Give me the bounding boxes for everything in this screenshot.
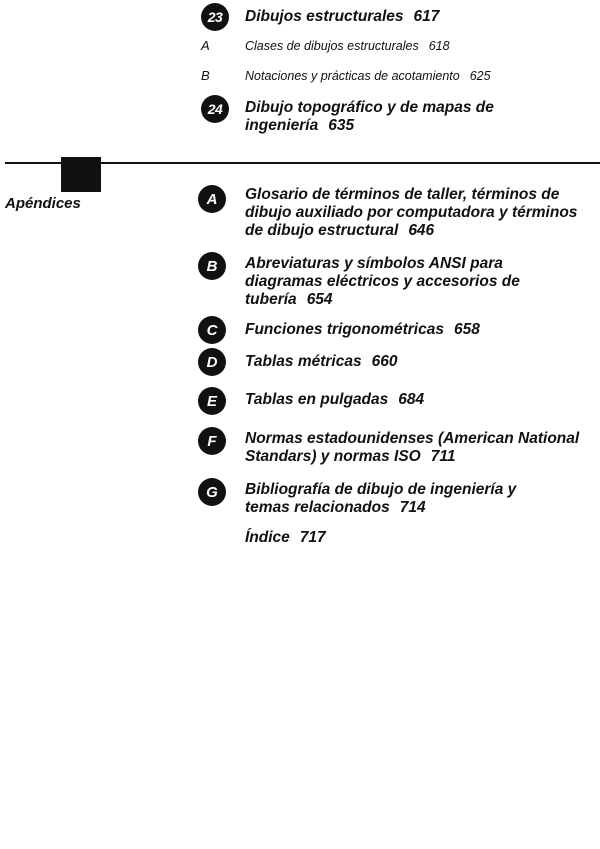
toc-entry-title: Tablas métricas [245, 353, 362, 370]
toc-page-number: 646 [408, 222, 435, 239]
section-marker-block [61, 157, 101, 192]
toc-entry-title: Dibujos estructurales [245, 8, 404, 25]
appendix-letter-badge: E [198, 387, 226, 415]
toc-entry-title: Normas estadounidenses (American National Standars) y normas ISO [245, 430, 580, 465]
toc-entry-title: Dibujo topográfico y de mapas de ingeniería [245, 99, 494, 134]
appendix-letter-badge: C [198, 316, 226, 344]
appendix-letter-badge: G [198, 478, 226, 506]
toc-entry-title: Bibliografía de dibujo de ingeniería y temas relacionados [245, 481, 517, 516]
appendix-letter-badge: A [198, 185, 226, 213]
appendix-letter-badge: D [198, 348, 226, 376]
toc-page-number: 635 [328, 117, 355, 134]
toc-entry-appendix-c[interactable] [245, 321, 595, 339]
toc-subentry[interactable] [245, 38, 595, 54]
toc-entry-title: Funciones trigonométricas [245, 321, 444, 338]
toc-page-number: 654 [306, 291, 333, 308]
toc-entry-appendix-a[interactable] [245, 186, 595, 240]
toc-entry-appendix-f[interactable] [245, 430, 585, 466]
chapter-number-badge: 23 [201, 3, 229, 31]
toc-page-number: 684 [398, 391, 425, 408]
toc-entry-title: Tablas en pulgadas [245, 391, 389, 408]
toc-page-number: 658 [453, 321, 480, 338]
toc-entry-appendix-g[interactable] [245, 481, 565, 517]
appendix-letter-badge: B [198, 252, 226, 280]
toc-entry-appendix-d[interactable] [245, 353, 595, 371]
subsection-letter: A [201, 38, 210, 53]
toc-page-number: 711 [430, 448, 456, 465]
appendix-letter-badge: F [198, 427, 226, 455]
toc-entry-title: Abreviaturas y símbolos ANSI para diagramas eléctricos y accesorios de tubería [245, 255, 520, 308]
toc-entry-index[interactable] [245, 529, 595, 547]
section-heading: Apéndices [5, 195, 81, 212]
toc-entry-appendix-b[interactable] [245, 255, 565, 309]
toc-page-number: 717 [299, 529, 326, 546]
toc-entry-title: Índice [245, 529, 290, 546]
toc-entry-chapter-24[interactable] [245, 99, 535, 135]
toc-page-number: 714 [399, 499, 426, 516]
toc-subentry-title: Notaciones y prácticas de acotamiento [245, 69, 460, 83]
toc-subentry[interactable] [245, 68, 595, 84]
toc-entry-title: Glosario de términos de taller, términos de dibujo auxiliado por computadora y términos de dibujo estructural [245, 186, 578, 239]
toc-page-number: 618 [428, 39, 450, 53]
subsection-letter: B [201, 68, 210, 83]
toc-page-number: 625 [469, 69, 491, 83]
chapter-number-badge: 24 [201, 95, 229, 123]
toc-page-number: 617 [413, 8, 440, 25]
toc-subentry-title: Clases de dibujos estructurales [245, 39, 419, 53]
toc-entry-chapter-23[interactable] [245, 8, 595, 26]
toc-page-number: 660 [371, 353, 398, 370]
toc-entry-appendix-e[interactable] [245, 391, 595, 409]
